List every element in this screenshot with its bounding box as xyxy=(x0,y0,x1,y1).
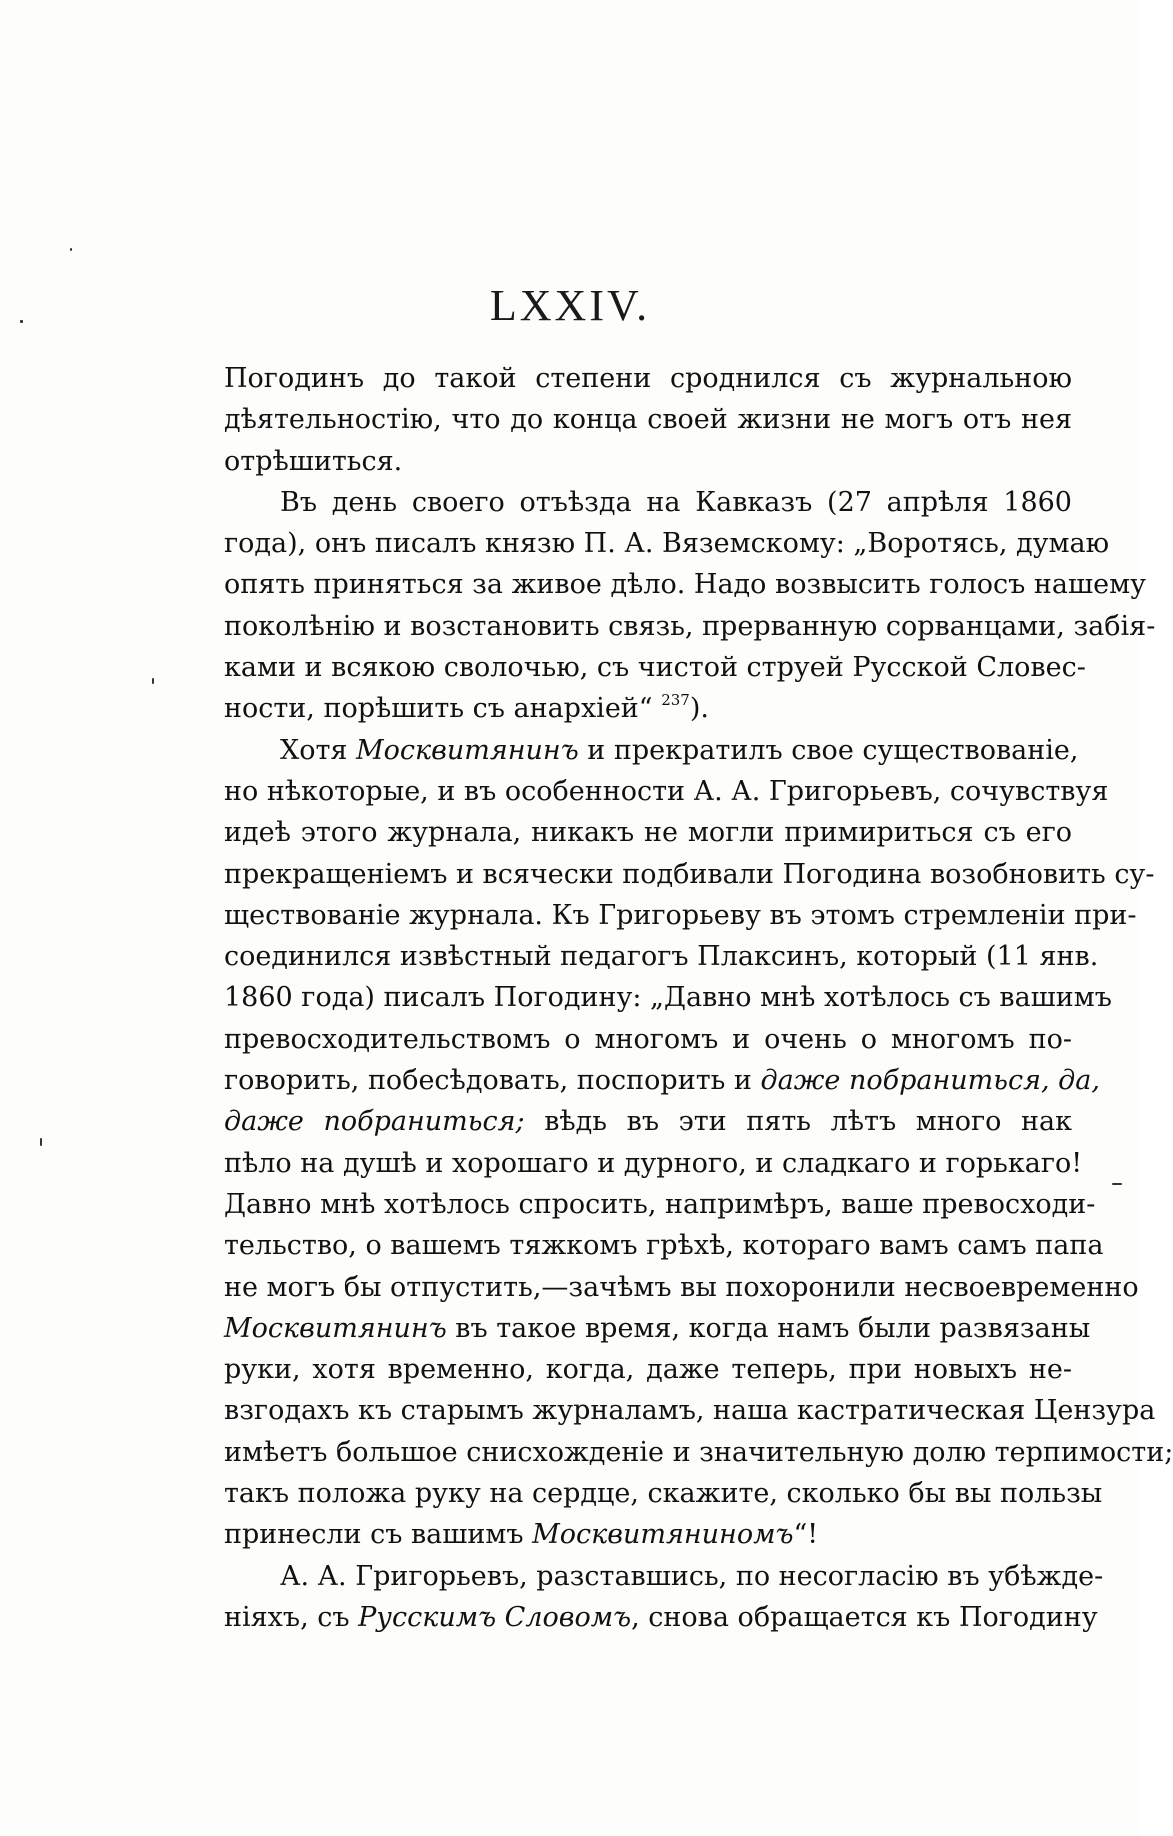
line-text: ности, порѣшить съ анархіей“ xyxy=(224,693,662,725)
line-text: Хотя xyxy=(280,734,357,766)
text-line xyxy=(224,1143,1083,1184)
italic-title: Москвитянинъ xyxy=(224,1312,447,1344)
line-text: тельство, о вашемъ тяжкомъ грѣхѣ, котораго вамъ самъ папа xyxy=(224,1230,1104,1262)
text-line xyxy=(224,895,1137,936)
line-text: превосходительствомъ о многомъ и очень о многомъ по- xyxy=(224,1023,1072,1055)
text-line xyxy=(224,1225,1104,1266)
line-text: года), онъ писалъ князю П. А. Вяземскому: „Воротясь, думаю xyxy=(224,528,1110,560)
line-text: 1860 года) писалъ Погодину: „Давно мнѣ хотѣлось съ вашимъ xyxy=(224,982,1112,1014)
scan-speck xyxy=(152,678,154,684)
line-text: соединился извѣстный педагогъ Плаксинъ, который (11 янв. xyxy=(224,941,1099,973)
text-line xyxy=(224,1514,1072,1555)
text-line xyxy=(224,564,1146,605)
italic-title: Москвитянинъ xyxy=(356,734,579,766)
scan-speck xyxy=(1112,1183,1122,1185)
line-text: принесли съ вашимъ xyxy=(224,1519,533,1551)
line-text: въ такое время, когда намъ были развязаны xyxy=(446,1312,1091,1344)
text-line xyxy=(224,1101,1072,1142)
line-text: вѣдь въ эти пять лѣтъ много нак xyxy=(524,1106,1072,1138)
text-line xyxy=(224,441,1072,482)
footnote-ref: 237 xyxy=(661,691,690,710)
text-line xyxy=(224,854,1155,895)
italic-title: Русскимъ Словомъ xyxy=(358,1601,632,1633)
line-text: но нѣкоторые, и въ особенности А. А. Григорьевъ, сочувствуя xyxy=(224,775,1109,807)
scan-speck xyxy=(20,320,23,323)
line-text: поколѣнію и возстановить связь, прерванную сорванцами, забія- xyxy=(224,610,1156,642)
text-line xyxy=(224,977,1112,1018)
text-line xyxy=(224,1267,1139,1308)
line-text: имѣетъ большое снисхожденіе и значительную долю терпимости; xyxy=(224,1436,1173,1468)
text-line xyxy=(224,730,1079,771)
text-line xyxy=(224,1349,1072,1390)
line-text: руки, хотя временно, когда, даже теперь, при новыхъ не- xyxy=(224,1354,1072,1386)
text-line xyxy=(224,482,1072,523)
line-text: идеѣ этого журнала, никакъ не могли примириться съ его xyxy=(224,817,1072,849)
text-line xyxy=(224,1432,1173,1473)
line-text: такъ положа руку на сердце, скажите, сколько бы вы пользы xyxy=(224,1478,1103,1510)
scan-speck xyxy=(70,248,72,251)
text-line xyxy=(224,647,1086,688)
text-line xyxy=(224,399,1072,440)
text-line xyxy=(224,936,1099,977)
line-text: Давно мнѣ хотѣлось спросить, напримѣръ, ваше превосходи- xyxy=(224,1188,1096,1220)
line-text: “! xyxy=(793,1519,819,1551)
text-line xyxy=(224,771,1109,812)
text-line xyxy=(224,1308,1091,1349)
text-line xyxy=(224,1556,1104,1597)
line-text: прекращеніемъ и всячески подбивали Погодина возобновить су- xyxy=(224,858,1155,890)
italic-title: даже побраниться, да, xyxy=(760,1065,1100,1097)
text-line xyxy=(224,1597,1098,1638)
line-text: взгодахъ къ старымъ журналамъ, наша кастратическая Цензура xyxy=(224,1395,1156,1427)
scan-speck xyxy=(40,1138,42,1146)
line-text: говорить, побесѣдовать, поспорить и xyxy=(224,1065,761,1097)
text-line xyxy=(224,606,1156,647)
italic-title: Москвитяниномъ xyxy=(532,1519,794,1551)
text-line xyxy=(224,1019,1072,1060)
line-text: ками и всякою сволочью, съ чистой струей Русской Словес- xyxy=(224,652,1086,684)
text-line xyxy=(224,1060,1100,1101)
line-text: пѣло на душѣ и хорошаго и дурного, и сладкаго и горькаго! xyxy=(224,1147,1083,1179)
line-text: отрѣшиться. xyxy=(224,445,403,477)
body-text xyxy=(224,358,1173,1638)
line-text: А. А. Григорьевъ, разставшись, по несогласію въ убѣжде- xyxy=(280,1560,1104,1592)
text-line xyxy=(224,358,1072,399)
text-line xyxy=(224,1184,1096,1225)
line-text: и прекратилъ свое существованіе, xyxy=(578,734,1079,766)
text-line xyxy=(224,1390,1156,1431)
italic-title: даже побраниться; xyxy=(224,1106,525,1138)
line-text: ніяхъ, съ xyxy=(224,1601,359,1633)
text-line xyxy=(224,812,1072,853)
line-text: Въ день своего отъѣзда на Кавказъ (27 апрѣля 1860 xyxy=(280,486,1072,518)
text-line xyxy=(224,523,1110,564)
line-text: опять приняться за живое дѣло. Надо возвысить голосъ нашему xyxy=(224,569,1146,601)
line-text: дѣятельностію, что до конца своей жизни не могъ отъ нея xyxy=(224,404,1072,436)
text-line xyxy=(224,688,1072,729)
line-text: , снова обращается къ Погодину xyxy=(631,1601,1098,1633)
chapter-number: LXXIV. xyxy=(489,281,651,330)
text-line xyxy=(224,1473,1103,1514)
line-text: ). xyxy=(689,693,709,725)
line-text: ществованіе журнала. Къ Григорьеву въ этомъ стремленіи при- xyxy=(224,899,1137,931)
line-text: не могъ бы отпустить,—зачѣмъ вы похоронили несвоевременно xyxy=(224,1271,1139,1303)
line-text: Погодинъ до такой степени сроднился съ журнальною xyxy=(224,363,1072,394)
